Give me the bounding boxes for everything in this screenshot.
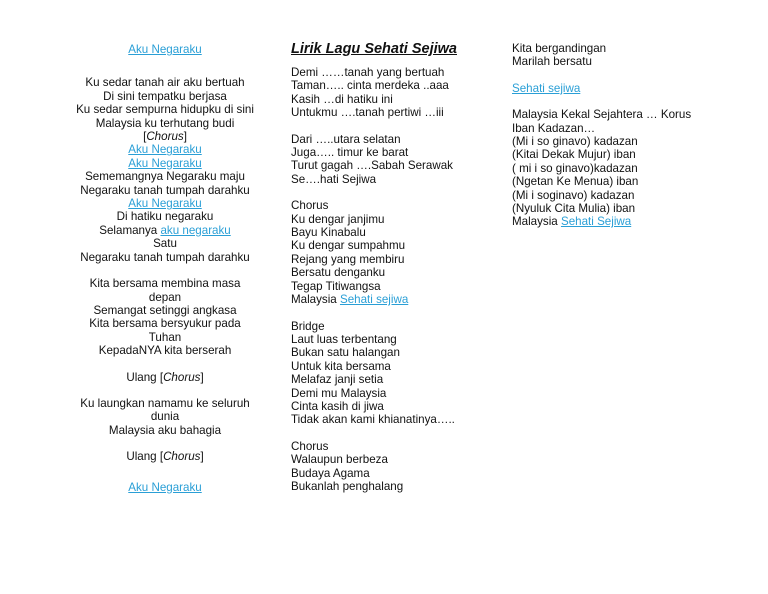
link-sehati-sejiwa[interactable]: Sehati Sejiwa (560, 215, 632, 229)
lyric-line: Di hatiku negaraku (116, 210, 214, 224)
lyric-line: Iban Kadazan… (512, 121, 596, 135)
lyric-line: (Mi i soginavo) kadazan (512, 188, 635, 202)
lyric-line: Budaya Agama (291, 466, 370, 480)
lyric-line: Kita bersama bersyukur pada (89, 317, 241, 331)
lyrics-column-aku-negaraku (60, 40, 270, 494)
lyric-line: Tidak akan kami khianatinya….. (291, 413, 455, 427)
lyric-line: Untuk kita bersama (291, 359, 391, 373)
lyric-line: Juga….. timur ke barat (291, 146, 409, 160)
section-label-chorus: Chorus (291, 199, 329, 213)
lyric-line: dunia (150, 410, 180, 424)
bracket-close: ] (200, 370, 204, 384)
lyric-line: Se….hati Sejiwa (291, 172, 377, 186)
lyric-line: Malaysia Kekal Sejahtera … Korus (512, 108, 692, 122)
lyric-line: Tuhan (148, 330, 182, 344)
lyric-line: Ku sedar sempurna hidupku di sini (76, 103, 254, 117)
section-label-chorus: Chorus (291, 439, 329, 453)
title-link-aku-negaraku[interactable]: Aku Negaraku (128, 43, 202, 56)
lyric-line: Rejang yang membiru (291, 252, 405, 266)
lyric-line: Bukan satu halangan (291, 346, 400, 360)
lyric-line: Demi ……tanah yang bertuah (291, 66, 445, 79)
lyric-line: Dari …..utara selatan (291, 132, 401, 146)
lyrics-column-continued (512, 40, 752, 229)
lyric-line: Laut luas terbentang (291, 332, 397, 346)
repeat-text: Ulang [ (126, 370, 164, 384)
chorus-marker (60, 130, 270, 143)
lyric-text: Malaysia (512, 215, 561, 229)
lyric-line: Kita bersama membina masa (89, 277, 241, 291)
repeat-text: Ulang [ (126, 450, 164, 464)
lyric-line: Ku dengar janjimu (291, 212, 385, 226)
link-aku-negaraku[interactable]: Aku Negaraku (128, 143, 202, 157)
lyric-line: (Ngetan Ke Menua) iban (512, 175, 639, 189)
lyric-line-with-link (512, 215, 752, 228)
bracket-close: ] (200, 450, 204, 464)
lyric-line: Cinta kasih di jiwa (291, 399, 384, 413)
lyric-line: KepadaNYA kita berserah (98, 344, 232, 358)
lyrics-column-sehati-sejiwa (291, 40, 506, 493)
lyric-line: Bersatu denganku (291, 266, 386, 280)
lyric-line: (Nyuluk Cita Mulia) iban (512, 202, 636, 216)
lyric-line: depan (148, 290, 182, 304)
lyric-line: Ku dengar sumpahmu (291, 239, 406, 253)
lyric-line: Semangat setinggi angkasa (93, 303, 237, 317)
lyric-line: Bukanlah penghalang (291, 479, 404, 493)
chorus-word: Chorus (146, 130, 184, 144)
lyric-line: Ku laungkan namamu ke seluruh (80, 396, 250, 410)
link-sehati-sejiwa[interactable]: Sehati sejiwa (339, 293, 409, 307)
bracket-open: [ (143, 130, 147, 144)
lyric-line: (Mi i so ginavo) kadazan (512, 135, 638, 149)
lyric-line: Malaysia aku bahagia (108, 423, 222, 437)
lyric-line: Di sini tempatku berjasa (103, 89, 227, 103)
lyric-line: Satu (153, 237, 177, 251)
link-aku-negaraku[interactable]: Aku Negaraku (128, 480, 202, 494)
chorus-word: Chorus (163, 370, 201, 384)
song-title: Lirik Lagu Sehati Sejiwa (291, 41, 457, 57)
lyric-line: ( mi i so ginavo)kadazan (512, 161, 638, 175)
lyric-line: Kasih …di hatiku ini (291, 92, 393, 106)
section-label-bridge: Bridge (291, 319, 325, 333)
lyric-line: Bayu Kinabalu (291, 226, 366, 240)
link-aku-negaraku-inline[interactable]: aku negaraku (160, 223, 231, 237)
link-sehati-sejiwa[interactable]: Sehati sejiwa (512, 81, 581, 95)
lyric-line: Tegap Titiwangsa (291, 279, 381, 293)
lyric-text: Malaysia (291, 293, 340, 307)
bracket-close: ] (183, 130, 187, 144)
repeat-chorus-marker (60, 371, 270, 384)
lyric-line-with-link (60, 224, 270, 237)
lyric-line: Ku sedar tanah air aku bertuah (85, 76, 245, 90)
lyric-line: Untukmu ….tanah pertiwi …iii (291, 106, 444, 120)
lyric-line: Taman….. cinta merdeka ..aaa (291, 79, 449, 93)
chorus-word: Chorus (163, 450, 201, 464)
lyric-line: Marilah bersatu (512, 55, 592, 69)
lyric-line: Negaraku tanah tumpah darahku (80, 183, 250, 197)
lyric-line: Walaupun berbeza (291, 453, 388, 467)
lyric-line: Melafaz janji setia (291, 373, 384, 387)
lyric-line: Negaraku tanah tumpah darahku (80, 250, 250, 264)
repeat-chorus-marker (60, 450, 270, 463)
lyric-line: Kita bergandingan (512, 42, 607, 55)
lyric-line: Turut gagah ….Sabah Serawak (291, 159, 453, 173)
lyric-line: Sememangnya Negaraku maju (85, 170, 245, 184)
lyric-line-with-link (291, 293, 506, 306)
link-aku-negaraku[interactable]: Aku Negaraku (128, 197, 202, 211)
link-aku-negaraku[interactable]: Aku Negaraku (128, 156, 202, 170)
lyric-line: Malaysia ku terhutang budi (95, 116, 235, 130)
lyric-line: (Kitai Dekak Mujur) iban (512, 148, 636, 162)
lyric-line: Demi mu Malaysia (291, 386, 387, 400)
lyric-text: Selamanya (99, 223, 161, 237)
